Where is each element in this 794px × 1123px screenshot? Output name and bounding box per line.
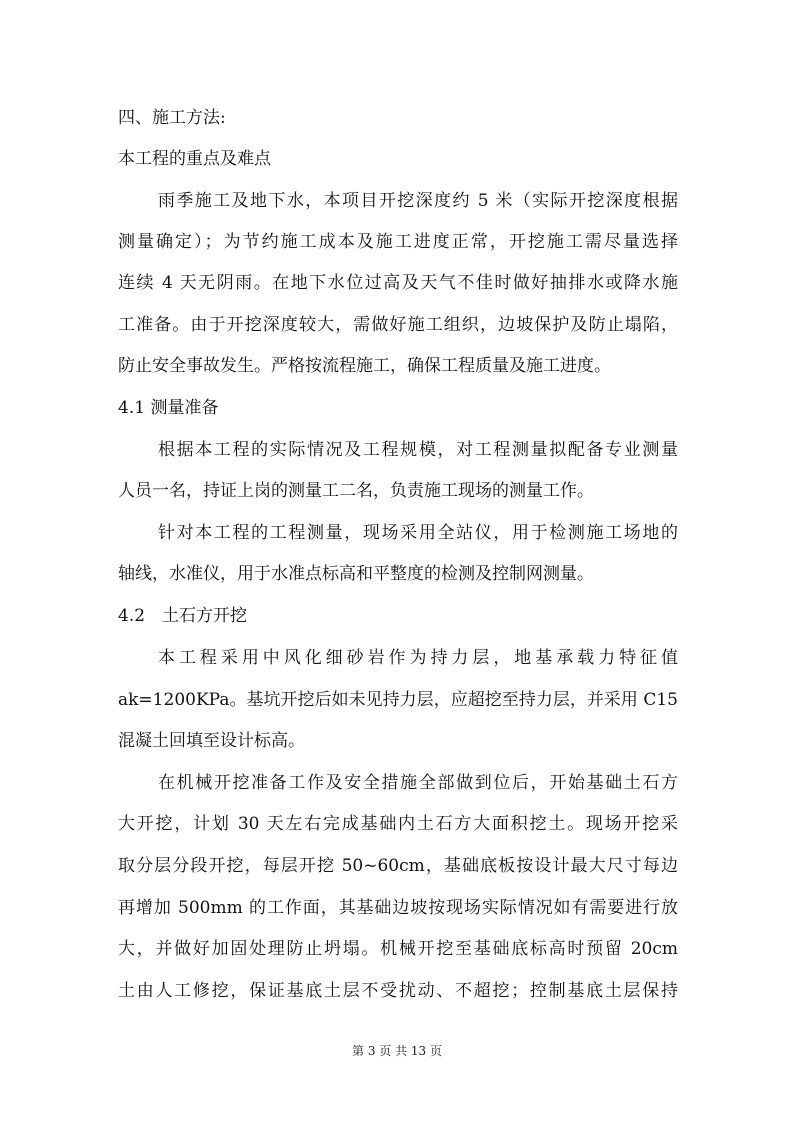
paragraph-line: 根据本工程的实际情况及工程规模，对工程测量拟配备专业测量 bbox=[158, 440, 678, 460]
paragraph-line: 土由人工修挖，保证基底土层不受扰动、不超挖；控制基底土层保持 bbox=[118, 981, 678, 1001]
paragraph-line: 针对本工程的工程测量，现场采用全站仪，用于检测施工场地的 bbox=[158, 523, 678, 543]
paragraph-line: 连续 4 天无阴雨。在地下水位过高及天气不佳时做好抽排水或降水施 bbox=[118, 273, 678, 293]
section-4-1-heading: 4.1 测量准备 bbox=[118, 398, 219, 418]
paragraph-line: 测量确定）；为节约施工成本及施工进度正常，开挖施工需尽量选择 bbox=[118, 232, 678, 252]
paragraph-line: 工准备。由于开挖深度较大，需做好施工组织，边坡保护及防止塌陷， bbox=[118, 315, 678, 335]
section-heading: 四、施工方法: bbox=[118, 108, 226, 128]
paragraph-line: 再增加 500mm 的工作面，其基础边坡按现场实际情况如有需要进行放 bbox=[118, 898, 678, 918]
page-number-footer: 第 3 页 共 13 页 bbox=[352, 1044, 442, 1058]
paragraph-line: ak=1200KPa。基坑开挖后如未见持力层，应超挖至持力层，并采用 C15 bbox=[118, 690, 678, 710]
paragraph-line: 大开挖，计划 30 天左右完成基础内土石方大面积挖土。现场开挖采 bbox=[118, 814, 678, 834]
paragraph-line: 大，并做好加固处理防止坍塌。机械开挖至基础底标高时预留 20cm bbox=[118, 939, 678, 959]
paragraph-line: 雨季施工及地下水，本项目开挖深度约 5 米（实际开挖深度根据 bbox=[158, 191, 678, 211]
key-points-heading: 本工程的重点及难点 bbox=[118, 149, 271, 169]
paragraph-line: 人员一名，持证上岗的测量工二名，负责施工现场的测量工作。 bbox=[118, 481, 594, 501]
paragraph-line: 混凝土回填至设计标高。 bbox=[118, 731, 305, 751]
paragraph-line: 防止安全事故发生。严格按流程施工，确保工程质量及施工进度。 bbox=[118, 356, 611, 376]
paragraph-line: 取分层分段开挖，每层开挖 50~60cm，基础底板按设计最大尺寸每边 bbox=[118, 856, 678, 876]
section-4-2-heading: 4.2 土石方开挖 bbox=[118, 606, 248, 626]
paragraph-line: 轴线，水准仪，用于水准点标高和平整度的检测及控制网测量。 bbox=[118, 564, 594, 584]
paragraph-line: 本工程采用中风化细砂岩作为持力层，地基承载力特征值 bbox=[158, 648, 678, 668]
paragraph-line: 在机械开挖准备工作及安全措施全部做到位后，开始基础土石方 bbox=[158, 773, 678, 793]
